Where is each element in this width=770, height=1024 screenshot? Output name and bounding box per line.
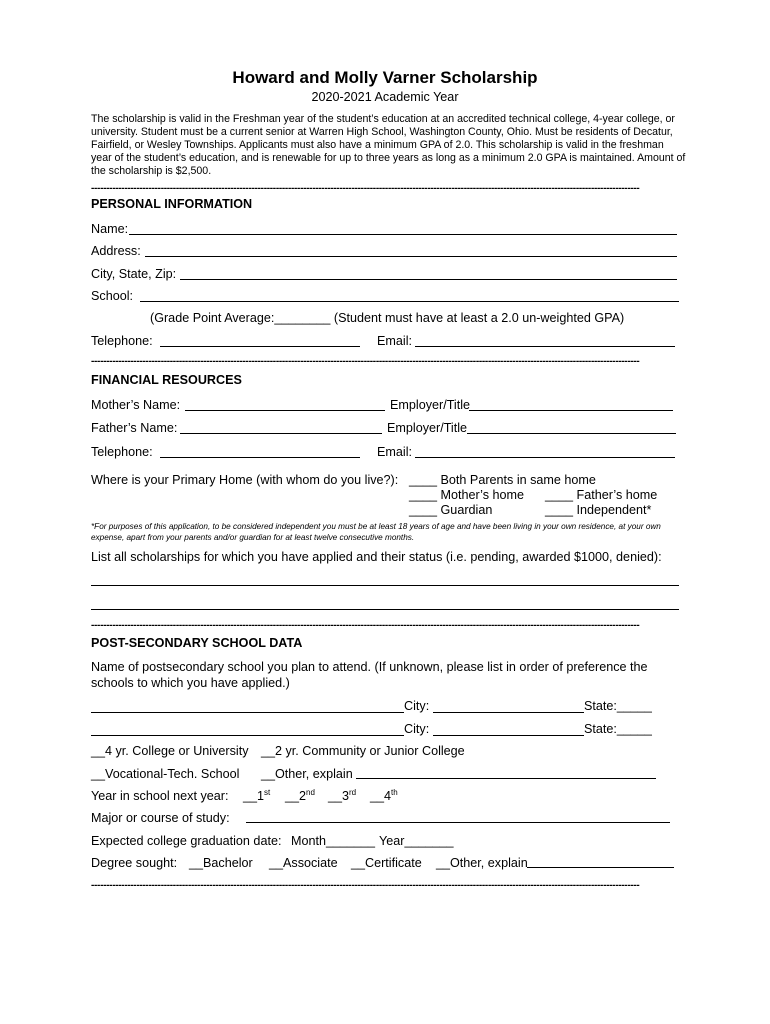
year-2nd-option[interactable] — [285, 788, 315, 804]
degree-sought-label: Degree sought: — [91, 856, 178, 870]
degree-other-explain-field[interactable] — [527, 867, 674, 868]
name-label: Name: — [91, 222, 129, 236]
postsecondary-heading: POST-SECONDARY SCHOOL DATA — [91, 636, 303, 650]
financial-telephone-field[interactable] — [160, 457, 360, 458]
major-field[interactable] — [246, 822, 670, 823]
school-choice-2-city-label: City: — [404, 722, 430, 736]
mother-employer-label: Employer/Title — [390, 398, 471, 412]
school-choice-2-state-label[interactable]: State:_____ — [584, 722, 652, 736]
degree-other-option[interactable]: __Other, explain — [436, 856, 528, 870]
school-choice-2-field[interactable] — [91, 735, 404, 736]
school-plan-prompt: Name of postsecondary school you plan to attend. (If unknown, please list in order of preference the schools to which you have applied.) — [91, 660, 648, 690]
major-label: Major or course of study: — [91, 811, 230, 825]
school-choice-2-city-field[interactable] — [433, 735, 584, 736]
year-3rd-suffix: rd — [349, 788, 357, 797]
option-fathers-home[interactable]: ____ Father’s home — [545, 488, 658, 502]
scholarships-field-line-1[interactable] — [91, 585, 679, 586]
father-name-field[interactable] — [180, 433, 382, 434]
gpa-label: (Grade Point Average:________ (Student must have at least a 2.0 un-weighted GPA) — [150, 311, 625, 325]
school-choice-1-city-field[interactable] — [433, 712, 584, 713]
year-2nd-suffix: nd — [306, 788, 315, 797]
scholarships-prompt: List all scholarships for which you have applied and their status (i.e. pending, awarded $1000, denied): — [91, 550, 662, 564]
father-employer-label: Employer/Title — [387, 421, 468, 435]
financial-email-label: Email: — [377, 445, 412, 459]
option-vocational[interactable]: __Vocational-Tech. School — [91, 767, 240, 781]
year-3rd-option[interactable] — [328, 788, 356, 804]
section-divider: ------------------------------------------------------------------------------------------------------------------------------------------------------------------------------------- — [91, 621, 640, 631]
telephone-field[interactable] — [160, 346, 360, 347]
year-2nd-text: __2 — [285, 789, 307, 803]
graduation-month-field[interactable]: Month_______ — [291, 834, 376, 848]
option-other-school[interactable]: __Other, explain — [261, 767, 353, 781]
section-divider: ------------------------------------------------------------------------------------------------------------------------------------------------------------------------------------- — [91, 184, 640, 194]
graduation-date-label: Expected college graduation date: — [91, 834, 282, 848]
email-label: Email: — [377, 334, 412, 348]
scholarship-description: The scholarship is valid in the Freshman year of the student’s education at an accredited technical college, 4-year college, or university. Student must be a current senior at Warren High School, Washington County, Ohio. Must be residents of Decatur, Fairfield, or Wesley Townships. Applicants must also have a minimum GPA of 2.0. This scholarship is valid in the freshman year of the student’s education, and is renewable for up to three years as long as a minimum 2.0 GPA is maintained. Amount of the scholarship is $2,500. — [91, 113, 686, 177]
school-label: School: — [91, 289, 134, 303]
school-field[interactable] — [140, 301, 679, 302]
primary-home-question: Where is your Primary Home (with whom do you live?): — [91, 473, 399, 487]
financial-telephone-label: Telephone: — [91, 445, 153, 459]
option-independent[interactable]: ____ Independent* — [545, 503, 652, 517]
form-title: Howard and Molly Varner Scholarship — [232, 68, 538, 87]
option-mothers-home[interactable]: ____ Mother’s home — [409, 488, 525, 502]
option-guardian[interactable]: ____ Guardian — [409, 503, 493, 517]
graduation-year-field[interactable]: Year_______ — [379, 834, 454, 848]
year-3rd-text: __3 — [328, 789, 350, 803]
city-state-zip-label: City, State, Zip: — [91, 267, 177, 281]
address-label: Address: — [91, 244, 141, 258]
mother-name-field[interactable] — [185, 410, 385, 411]
independent-footnote: *For purposes of this application, to be considered independent you must be at least 18 years of age and have been living in your own residence, at your own expense, apart from your parents and/or guardian for at least twelve consecutive months. — [91, 522, 661, 542]
section-divider: ------------------------------------------------------------------------------------------------------------------------------------------------------------------------------------- — [91, 357, 640, 367]
year-4th-suffix: th — [391, 788, 398, 797]
address-field[interactable] — [145, 256, 677, 257]
scholarships-field-line-2[interactable] — [91, 609, 679, 610]
personal-info-heading: PERSONAL INFORMATION — [91, 197, 253, 211]
year-1st-text: __1 — [243, 789, 265, 803]
mother-employer-field[interactable] — [469, 410, 673, 411]
year-1st-option[interactable] — [243, 788, 270, 804]
option-both-parents[interactable]: ____ Both Parents in same home — [409, 473, 596, 487]
school-choice-1-state-label[interactable]: State:_____ — [584, 699, 652, 713]
name-field[interactable] — [129, 234, 677, 235]
year-in-school-label: Year in school next year: — [91, 789, 229, 803]
mother-name-label: Mother’s Name: — [91, 398, 181, 412]
email-field[interactable] — [415, 346, 675, 347]
degree-associate-option[interactable]: __Associate — [269, 856, 338, 870]
degree-bachelor-option[interactable]: __Bachelor — [189, 856, 253, 870]
financial-email-field[interactable] — [415, 457, 675, 458]
degree-certificate-option[interactable]: __Certificate — [351, 856, 422, 870]
financial-heading: FINANCIAL RESOURCES — [91, 373, 242, 387]
city-state-zip-field[interactable] — [180, 279, 677, 280]
option-4yr-college[interactable]: __4 yr. College or University — [91, 744, 249, 758]
academic-year: 2020-2021 Academic Year — [311, 90, 459, 104]
father-name-label: Father’s Name: — [91, 421, 178, 435]
year-4th-option[interactable] — [370, 788, 398, 804]
option-2yr-college[interactable]: __2 yr. Community or Junior College — [261, 744, 465, 758]
section-divider: ------------------------------------------------------------------------------------------------------------------------------------------------------------------------------------- — [91, 881, 640, 891]
school-choice-1-field[interactable] — [91, 712, 404, 713]
other-school-explain-field[interactable] — [356, 778, 656, 779]
school-choice-1-city-label: City: — [404, 699, 430, 713]
father-employer-field[interactable] — [467, 433, 676, 434]
year-1st-suffix: st — [264, 788, 271, 797]
telephone-label: Telephone: — [91, 334, 153, 348]
year-4th-text: __4 — [370, 789, 392, 803]
